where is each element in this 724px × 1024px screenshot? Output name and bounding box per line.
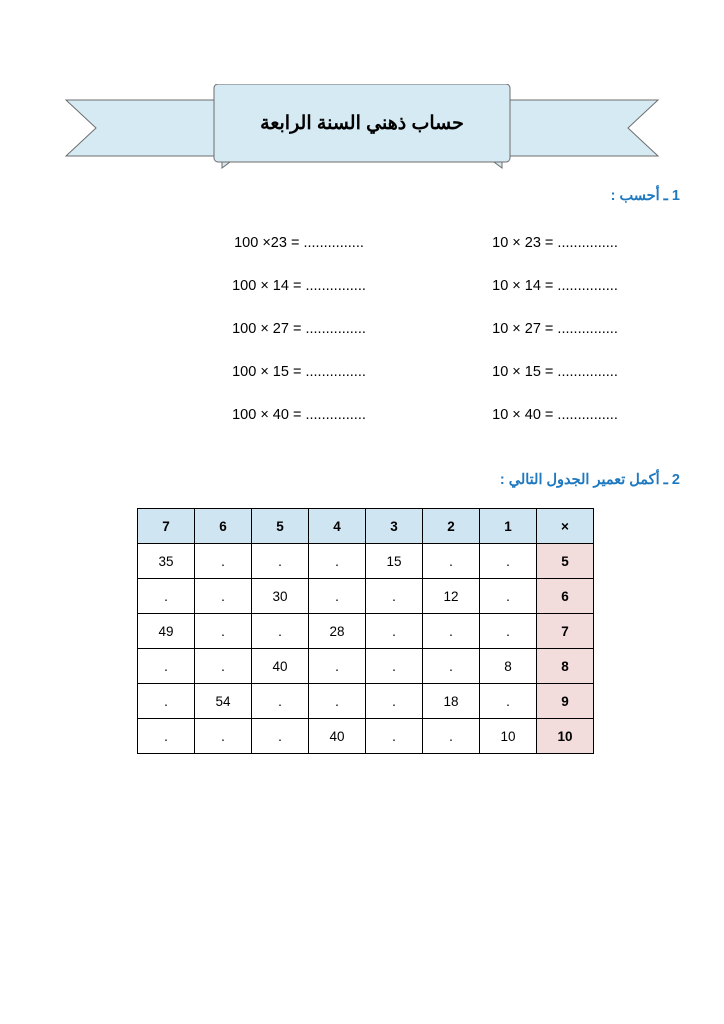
table-cell[interactable]: 15	[366, 544, 423, 579]
table-row-header: 6	[537, 579, 594, 614]
table-cell[interactable]: 49	[138, 614, 195, 649]
table-cell[interactable]: 30	[252, 579, 309, 614]
table-row-header: 8	[537, 649, 594, 684]
table-cell[interactable]: .	[309, 579, 366, 614]
exercise-1-item: 100 × 15 = ...............	[232, 364, 366, 380]
table-cell[interactable]: 12	[423, 579, 480, 614]
multiplication-table	[137, 508, 594, 754]
table-cell[interactable]: 40	[252, 649, 309, 684]
table-cell[interactable]: .	[309, 649, 366, 684]
table-cell[interactable]: .	[195, 719, 252, 754]
table-cell[interactable]: .	[366, 649, 423, 684]
table-header-cell: 1	[480, 509, 537, 544]
table-row-header: 10	[537, 719, 594, 754]
table-cell[interactable]: .	[366, 614, 423, 649]
section-2-heading: 2 ـ أكمل تعمير الجدول التالي :	[499, 472, 680, 488]
exercise-1-item: 10 × 15 = ...............	[492, 364, 618, 380]
exercise-1-item: 100 ×23 = ...............	[234, 235, 364, 251]
table-cell[interactable]: .	[366, 684, 423, 719]
table-cell[interactable]: 40	[309, 719, 366, 754]
exercise-1-item: 100 × 14 = ...............	[232, 278, 366, 294]
exercise-1-item: 10 × 40 = ...............	[492, 407, 618, 423]
exercise-1-column-times-ten	[430, 222, 680, 437]
table-cell[interactable]: .	[480, 579, 537, 614]
table-cell[interactable]: 35	[138, 544, 195, 579]
table-header-cell: 4	[309, 509, 366, 544]
table-cell[interactable]: .	[480, 614, 537, 649]
table-cell[interactable]: 8	[480, 649, 537, 684]
table-cell[interactable]: .	[252, 684, 309, 719]
table-cell[interactable]: .	[423, 614, 480, 649]
table-cell[interactable]: .	[195, 614, 252, 649]
table-row	[138, 684, 594, 719]
table-cell[interactable]: .	[480, 544, 537, 579]
exercise-1-item: 10 × 23 = ...............	[492, 235, 618, 251]
exercise-1-item: 100 × 27 = ...............	[232, 321, 366, 337]
exercise-1	[0, 222, 724, 432]
table-cell[interactable]: .	[138, 649, 195, 684]
table-cell[interactable]: 10	[480, 719, 537, 754]
table-cell[interactable]: 54	[195, 684, 252, 719]
table-row-header: 7	[537, 614, 594, 649]
table-cell[interactable]: 28	[309, 614, 366, 649]
table-row	[138, 719, 594, 754]
table-row	[138, 649, 594, 684]
table-row-header: 5	[537, 544, 594, 579]
exercise-1-column-times-hundred	[174, 222, 424, 437]
table-cell[interactable]: .	[423, 719, 480, 754]
exercise-1-item: 100 × 40 = ...............	[232, 407, 366, 423]
table-header-row	[138, 509, 594, 544]
table-cell[interactable]: .	[195, 544, 252, 579]
table-cell[interactable]: .	[138, 719, 195, 754]
title-banner	[0, 84, 724, 170]
table-cell[interactable]: .	[423, 649, 480, 684]
table-header-cell: 6	[195, 509, 252, 544]
table-cell[interactable]: .	[252, 614, 309, 649]
table-row	[138, 579, 594, 614]
exercise-1-item: 10 × 14 = ...............	[492, 278, 618, 294]
table-cell[interactable]: .	[366, 579, 423, 614]
section-1-heading: 1 ـ أحسب :	[610, 188, 680, 204]
table-cell[interactable]: .	[309, 684, 366, 719]
table-header-cell: 5	[252, 509, 309, 544]
table-row-header: 9	[537, 684, 594, 719]
table-header-cell: 3	[366, 509, 423, 544]
table-cell[interactable]: .	[195, 649, 252, 684]
table-cell[interactable]: .	[138, 684, 195, 719]
table-row	[138, 544, 594, 579]
table-cell[interactable]: 18	[423, 684, 480, 719]
table-cell[interactable]: .	[366, 719, 423, 754]
exercise-1-item: 10 × 27 = ...............	[492, 321, 618, 337]
table-cell[interactable]: .	[309, 544, 366, 579]
page-title: حساب ذهني السنة الرابعة	[260, 113, 464, 134]
table-cell[interactable]: .	[252, 544, 309, 579]
table-header-cell: 2	[423, 509, 480, 544]
table-cell[interactable]: .	[480, 684, 537, 719]
table-cell[interactable]: .	[423, 544, 480, 579]
table-header-cell: ×	[537, 509, 594, 544]
table-row	[138, 614, 594, 649]
table-cell[interactable]: .	[252, 719, 309, 754]
multiplication-table-wrapper	[137, 508, 594, 754]
table-header-cell: 7	[138, 509, 195, 544]
table-cell[interactable]: .	[138, 579, 195, 614]
table-cell[interactable]: .	[195, 579, 252, 614]
